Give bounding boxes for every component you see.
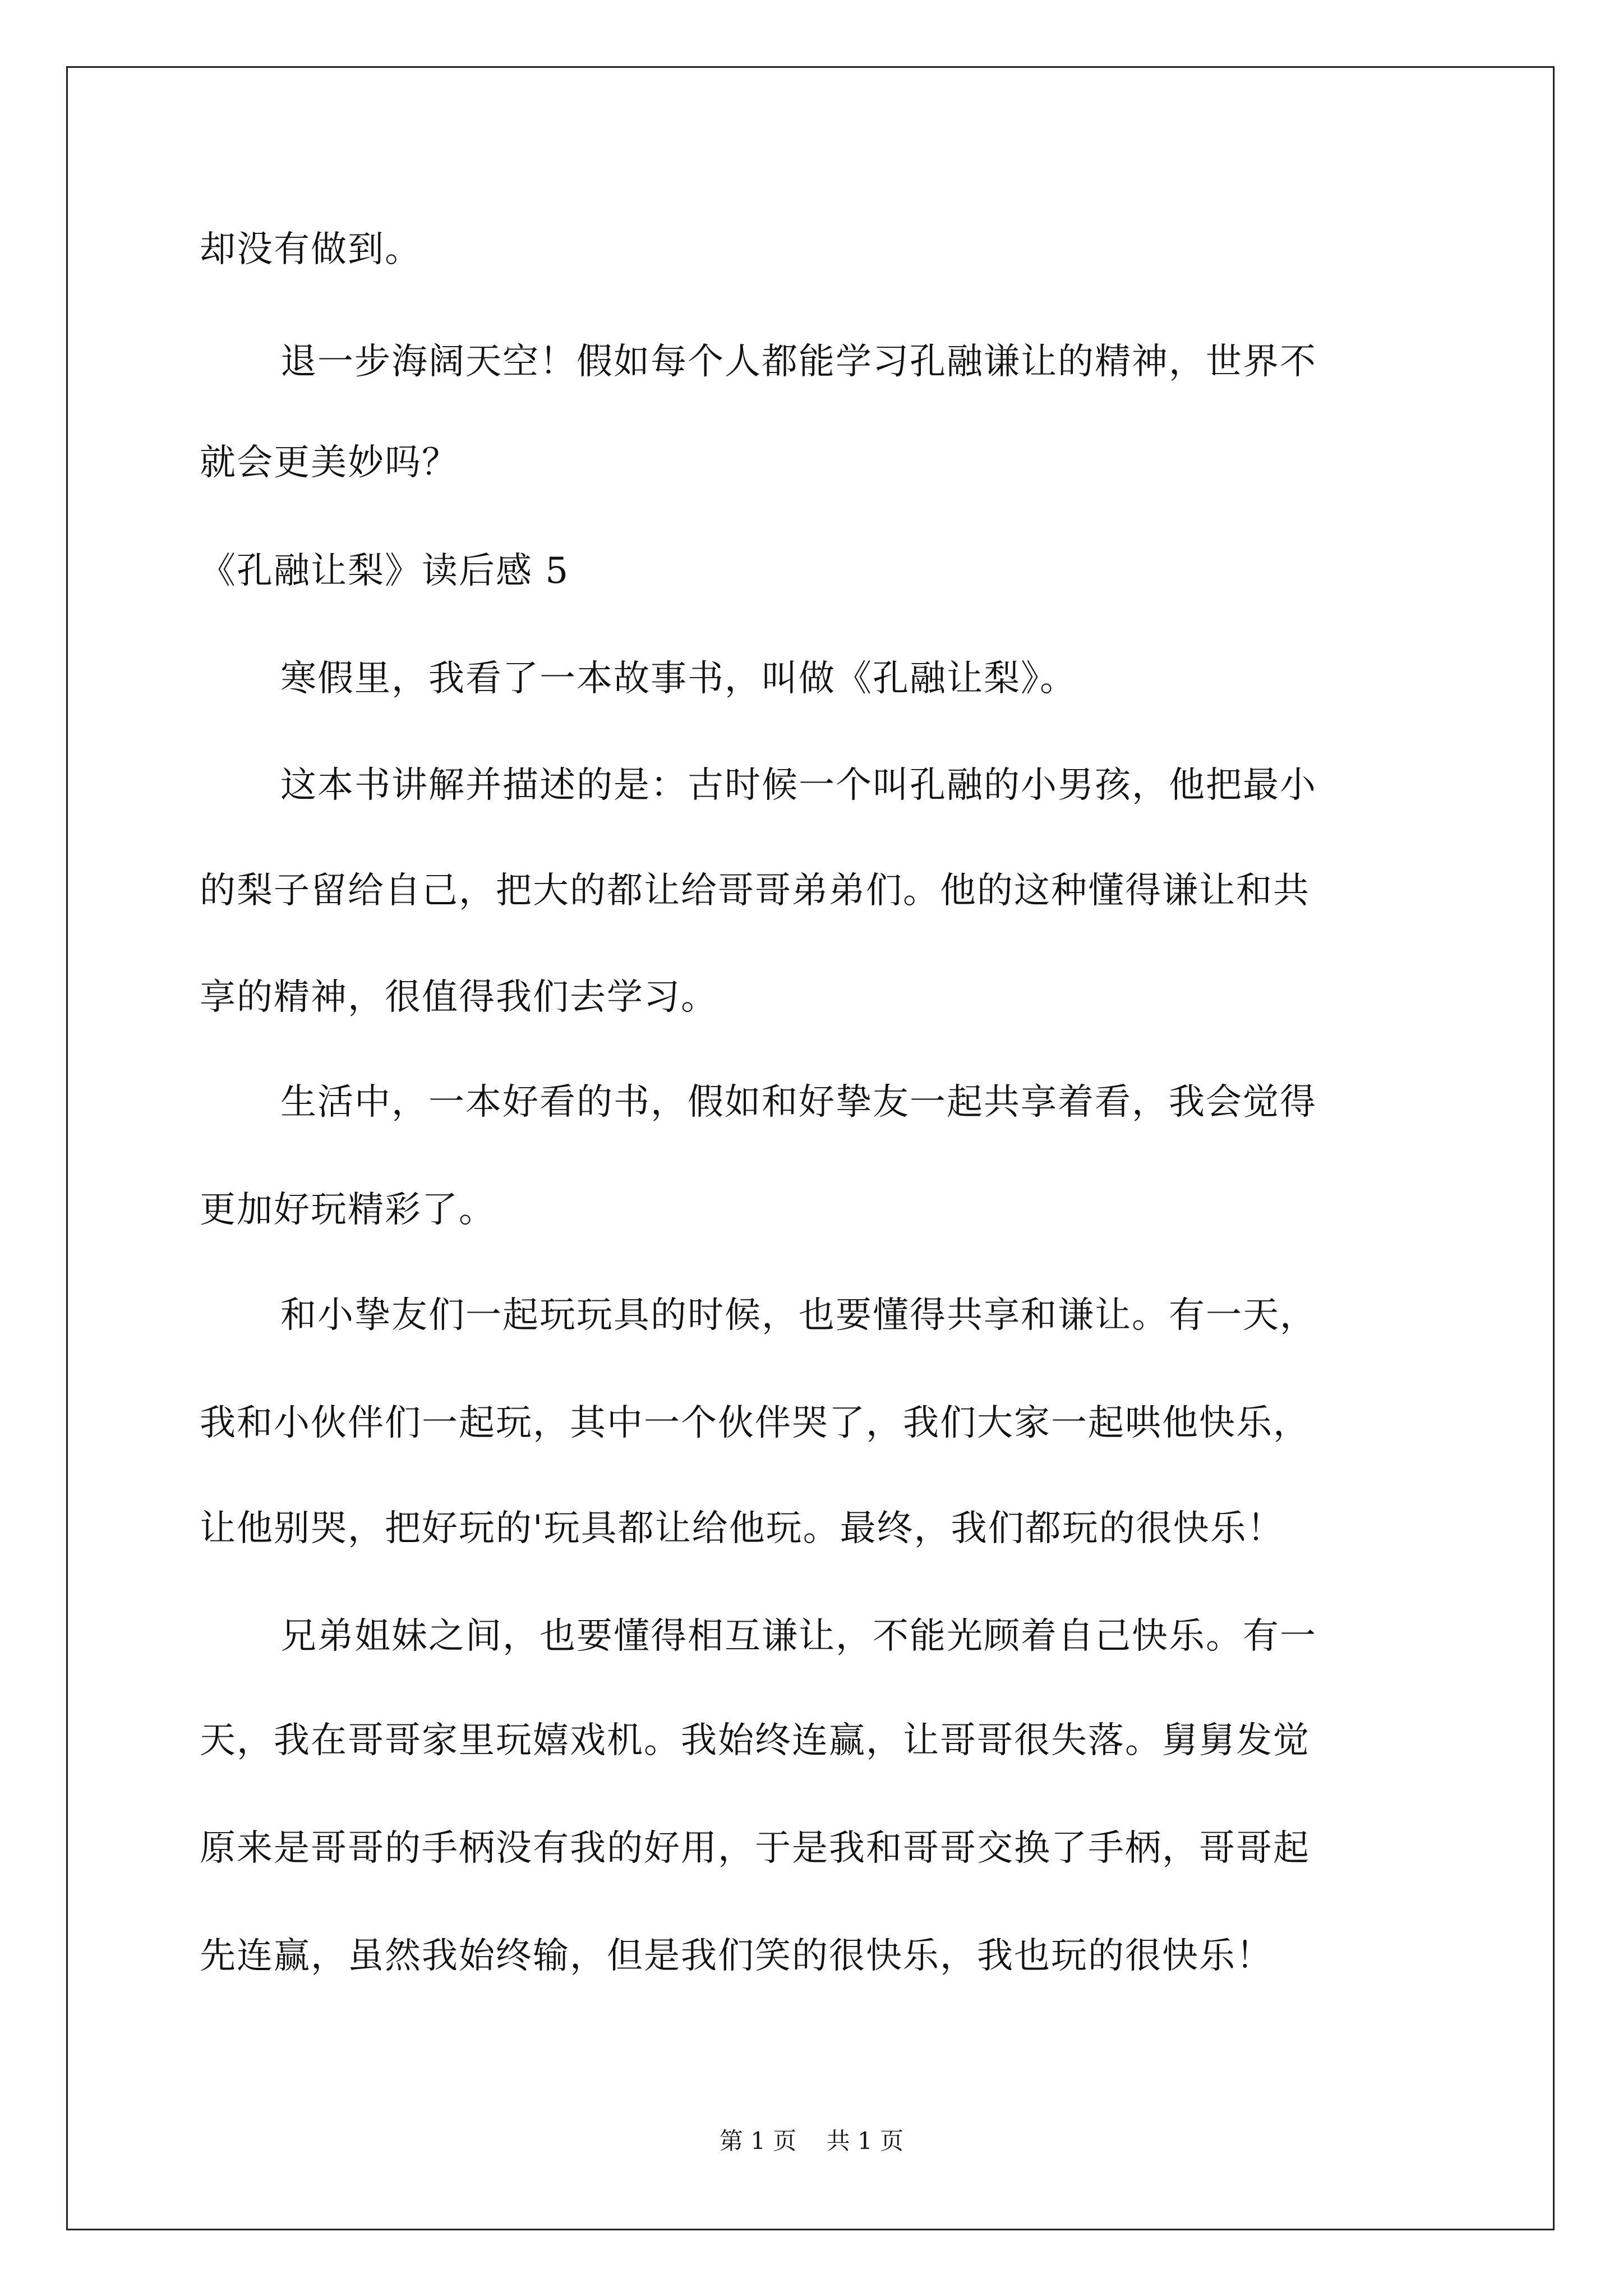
section-heading: 《孔融让梨》读后感 5 <box>200 550 570 592</box>
paragraph-line: 我和小伙伴们一起玩，其中一个伙伴哭了，我们大家一起哄他快乐， <box>200 1402 1310 1444</box>
page-border <box>66 66 1555 2230</box>
paragraph-line: 更加好玩精彩了。 <box>200 1189 496 1231</box>
page-number-footer: 第 1 页 共 1 页 <box>719 2127 904 2155</box>
paragraph-line: 就会更美妙吗？ <box>200 442 459 484</box>
paragraph-line: 这本书讲解并描述的是：古时候一个叫孔融的小男孩，他把最小 <box>280 765 1317 806</box>
paragraph-line: 的梨子留给自己，把大的都让给哥哥弟弟们。他的这种懂得谦让和共 <box>200 870 1310 912</box>
paragraph-line: 和小挚友们一起玩玩具的时候，也要懂得共享和谦让。有一天， <box>280 1295 1317 1336</box>
paragraph-line: 却没有做到。 <box>200 229 422 270</box>
paragraph-line: 享的精神，很值得我们去学习。 <box>200 977 718 1018</box>
paragraph-line: 让他别哭，把好玩的'玩具都让给他玩。最终，我们都玩的很快乐！ <box>200 1508 1284 1549</box>
paragraph-line: 退一步海阔天空！假如每个人都能学习孔融谦让的精神，世界不 <box>280 341 1317 383</box>
paragraph-line: 寒假里，我看了一本故事书，叫做《孔融让梨》。 <box>280 658 1077 700</box>
paragraph-line: 天，我在哥哥家里玩嬉戏机。我始终连赢，让哥哥很失落。舅舅发觉 <box>200 1720 1310 1761</box>
paragraph-line: 先连赢，虽然我始终输，但是我们笑的很快乐，我也玩的很快乐！ <box>200 1935 1273 1977</box>
paragraph-line: 兄弟姐妹之间，也要懂得相互谦让，不能光顾着自己快乐。有一 <box>280 1616 1317 1657</box>
paragraph-line: 原来是哥哥的手柄没有我的好用，于是我和哥哥交换了手柄，哥哥起 <box>200 1828 1310 1869</box>
paragraph-line: 生活中，一本好看的书，假如和好挚友一起共享着看，我会觉得 <box>280 1082 1317 1123</box>
